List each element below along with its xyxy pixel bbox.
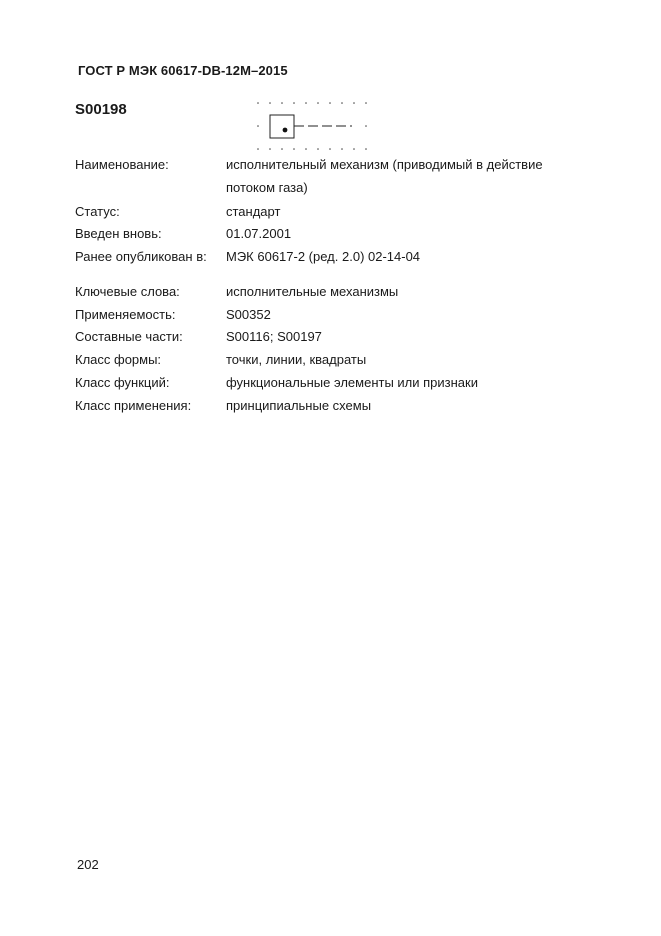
field-label: Наименование: [75,157,169,172]
field-value: функциональные элементы или признаки [226,375,478,390]
field-label: Ключевые слова: [75,284,180,299]
field-value: S00352 [226,307,271,322]
field-value: стандарт [226,204,281,219]
field-value: МЭК 60617-2 (ред. 2.0) 02-14-04 [226,249,421,264]
field-label: Класс функций: [75,375,170,390]
symbol-square [270,115,294,138]
page-number: 202 [77,857,99,872]
symbol-graphic [252,94,372,154]
symbol-dot [283,128,288,133]
field-value: исполнительный механизм (приводимый в действие [226,157,543,172]
field-label: Ранее опубликован в: [75,249,207,264]
field-label: Введен вновь: [75,226,162,241]
symbol-code: S00198 [75,101,127,118]
field-value: 01.07.2001 [226,226,292,241]
field-label: Класс применения: [75,398,192,413]
field-label: Составные части: [75,329,183,344]
field-label: Класс формы: [75,352,162,367]
field-value: S00116; S00197 [226,329,322,344]
document-header: ГОСТ Р МЭК 60617-DB-12M–2015 [78,63,288,78]
field-value: принципиальные схемы [226,398,372,413]
field-value: исполнительные механизмы [226,284,399,299]
field-value-continued: потоком газа) [226,180,308,195]
field-label: Применяемость: [75,307,176,322]
field-value: точки, линии, квадраты [226,352,367,367]
field-label: Статус: [75,204,120,219]
